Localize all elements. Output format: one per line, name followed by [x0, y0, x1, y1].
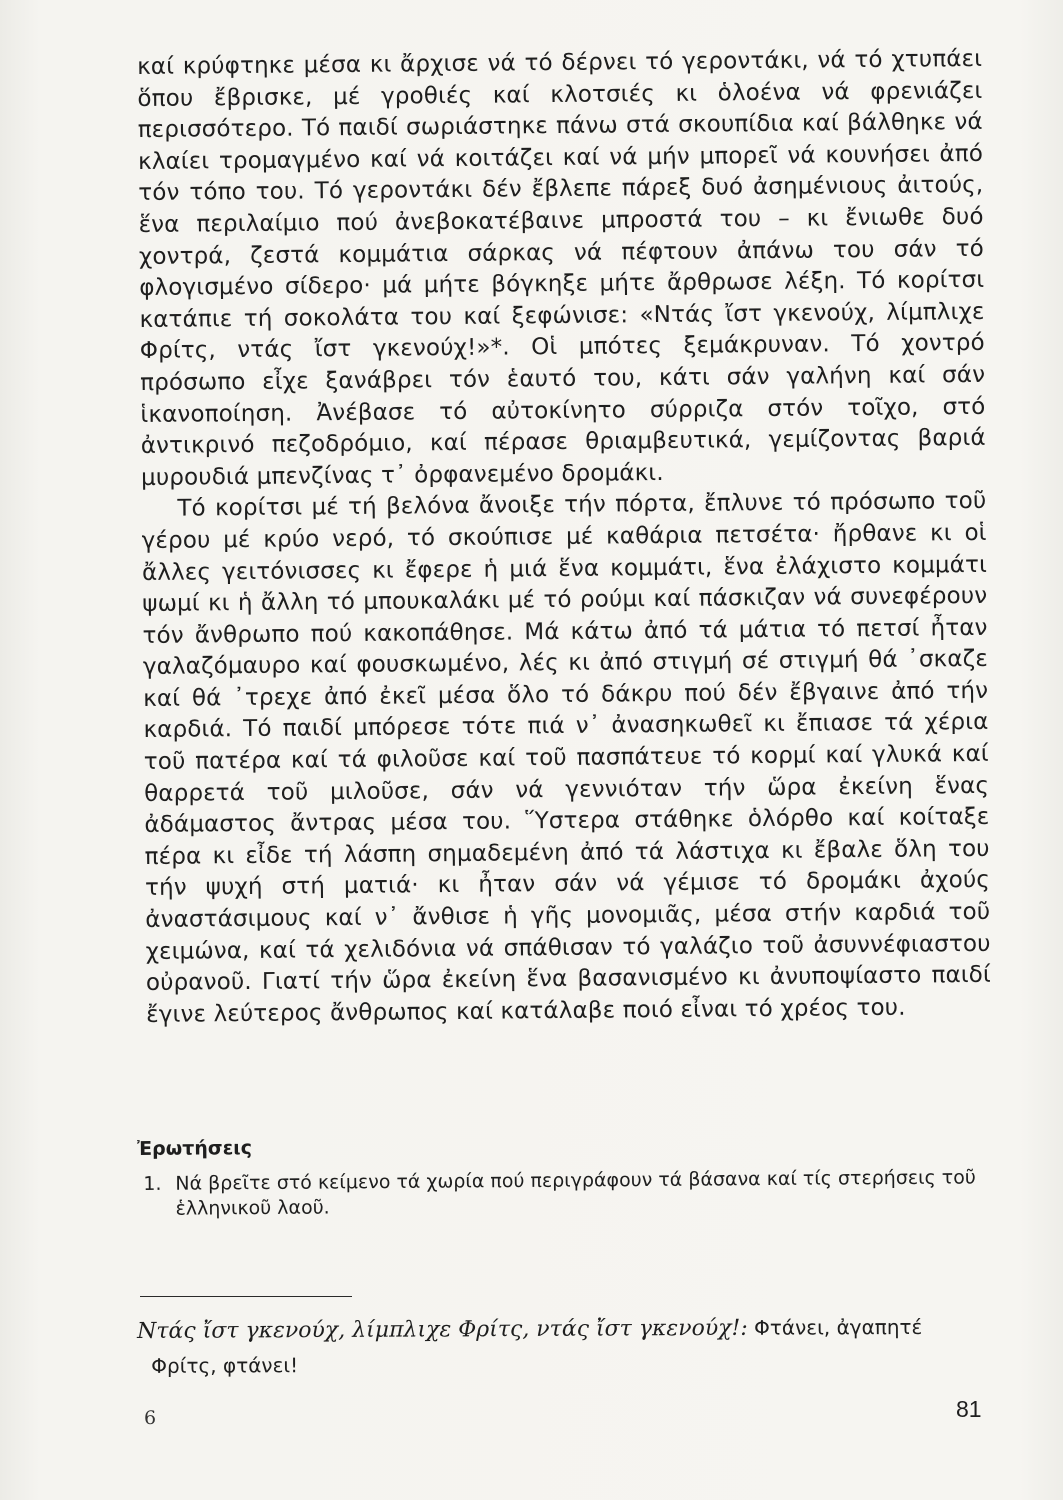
question-item	[137, 1165, 982, 1222]
paragraph-2: Τό κορίτσι μέ τή βελόνα ἄνοιξε τήν πόρτα, ἔπλυνε τό πρόσωπο τοῦ γέρου μέ κρύο νερό, τό σκούπισε μέ καθάρια πετσέτα· ἤρθανε κι οἱ ἄλλες γειτόνισσες κι ἔφερε ἡ μιά ἕνα κομμάτι, ἕνα ἐλάχιστο κομμάτι ψωμί κι ἡ ἄλλη τό μπουκαλάκι μέ τό ρούμι καί πάσκιζαν νά συνεφέρουν τόν ἄνθρωπο πού κακοπάθησε. Μά κάτω ἀπό τά μάτια τό πετσί ἦταν γαλαζόμαυρο καί φουσκωμένο, λές κι ἀπό στιγμή σέ στιγμή θά ᾽σκαζε καί θά ᾽τρεχε ἀπό ἐκεῖ μέσα ὅλο τό δάκρυ πού δέν ἔβγαινε ἀπό τήν καρδιά. Τό παιδί μπόρεσε τότε πιά ν᾽ ἀνασηκωθεῖ κι ἔπιασε τά χέρια τοῦ πατέρα καί τά φιλοῦσε καί τοῦ πασπάτευε τό κορμί καί γλυκά καί θαρρετά τοῦ μιλοῦσε, σάν νά γεννιόταν τήν ὥρα ἐκείνη ἕνας ἀδάμαστος ἄντρας μέσα του. Ὕστερα στάθηκε ὁλόρθο καί κοίταξε πέρα κι εἶδε τή λάσπη σημαδεμένη ἀπό τά λάστιχα κι ἔβαλε ὅλη του τήν ψυχή στή ματιά· κι ἦταν σάν νά γέμισε τό δρομάκι ἀχούς ἀναστάσιμους καί ν᾽ ἄνθισε ἡ γῆς μονομιᾶς, μέσα στήν καρδιά τοῦ χειμώνα, καί τά χελιδόνια νά σπάθισαν τό γαλάζιο τοῦ ἀσυννέφιαστου οὐρανοῦ. Γιατί τήν ὥρα ἐκείνη ἕνα βασανισμένο κι ἀνυποψίαστο παιδί ἔγινε λεύτερος ἄνθρωπος καί κατάλαβε ποιό εἶναι τό χρέος του.	[141, 488, 992, 1028]
footnote-definition-1: Φτάνει, ἀγαπητέ	[754, 1314, 923, 1340]
signature-mark: 6	[144, 1407, 157, 1429]
paragraph-1: καί κρύφτηκε μέσα κι ἄρχισε νά τό δέρνει τό γεροντάκι, νά τό χτυπάει ὅπου ἔβρισκε, μέ γροθιές καί κλοτσιές κι ὁλοένα νά φρενιάζει περισσότερο. Τό παιδί σωριάστηκε πάνω στά σκουπίδια καί βάλθηκε νά κλαίει τρομαγμένο καί νά κοιτάζει καί νά μήν μπορεῖ νά κουνήσει ἀπό τόν τόπο του. Τό γεροντάκι δέν ἔβλεπε πάρεξ δυό ἀσημένιους ἀιτούς, ἕνα περιλαίμιο πού ἀνεβοκατέβαινε μπροστά του – κι ἔνιωθε δυό χοντρά, ζεστά κομμάτια σάρκας νά πέφτουν ἀπάνω του σάν τό φλογισμένο σίδερο· μά μήτε βόγκηξε μήτε ἄρθρωσε λέξη. Τό κορίτσι κατάπιε τή σοκολάτα του καί ξεφώνισε: «Ντάς ἴστ γκενούχ, λίμπλιχε Φρίτς, ντάς ἴστ γκενούχ!»*. Οἱ μπότες ξεμάκρυναν. Τό χοντρό πρόσωπο εἶχε ξανάβρει τόν ἑαυτό του, κάτι σάν γαλήνη καί σάν ἱκανοποίηση. Ἀνέβασε τό αὐτοκίνητο σύρριζα στόν τοῖχο, στό ἀντικρινό πεζοδρόμιο, καί πέρασε θριαμβευτικά, γεμίζοντας βαριά μυρουδιά μπενζίνας τ᾽ ὀρφανεμένο δρομάκι.	[137, 45, 986, 491]
question-number: 1.	[143, 1172, 162, 1195]
footnote-line-2	[137, 1345, 987, 1383]
questions-heading: Ἐρωτήσεις	[137, 1137, 253, 1160]
footnote-line-1	[137, 1310, 987, 1349]
footnote	[137, 1310, 987, 1383]
footnote-definition-2: Φρίτς, φτάνει!	[151, 1353, 299, 1378]
questions-section	[137, 1131, 983, 1222]
story-text	[137, 44, 991, 1031]
page-number: 81	[956, 1396, 982, 1422]
footnote-term: Ντάς ἴστ γκενούχ, λίμπλιχε Φρίτς, ντάς ἴστ γκενούχ!:	[137, 1315, 748, 1344]
question-text: Νά βρεῖτε στό κείμενο τά χωρία πού περιγράφουν τά βάσανα καί τίς στερήσεις τοῦ ἑλληνικοῦ λαοῦ.	[175, 1166, 976, 1220]
footnote-divider	[140, 1296, 352, 1297]
